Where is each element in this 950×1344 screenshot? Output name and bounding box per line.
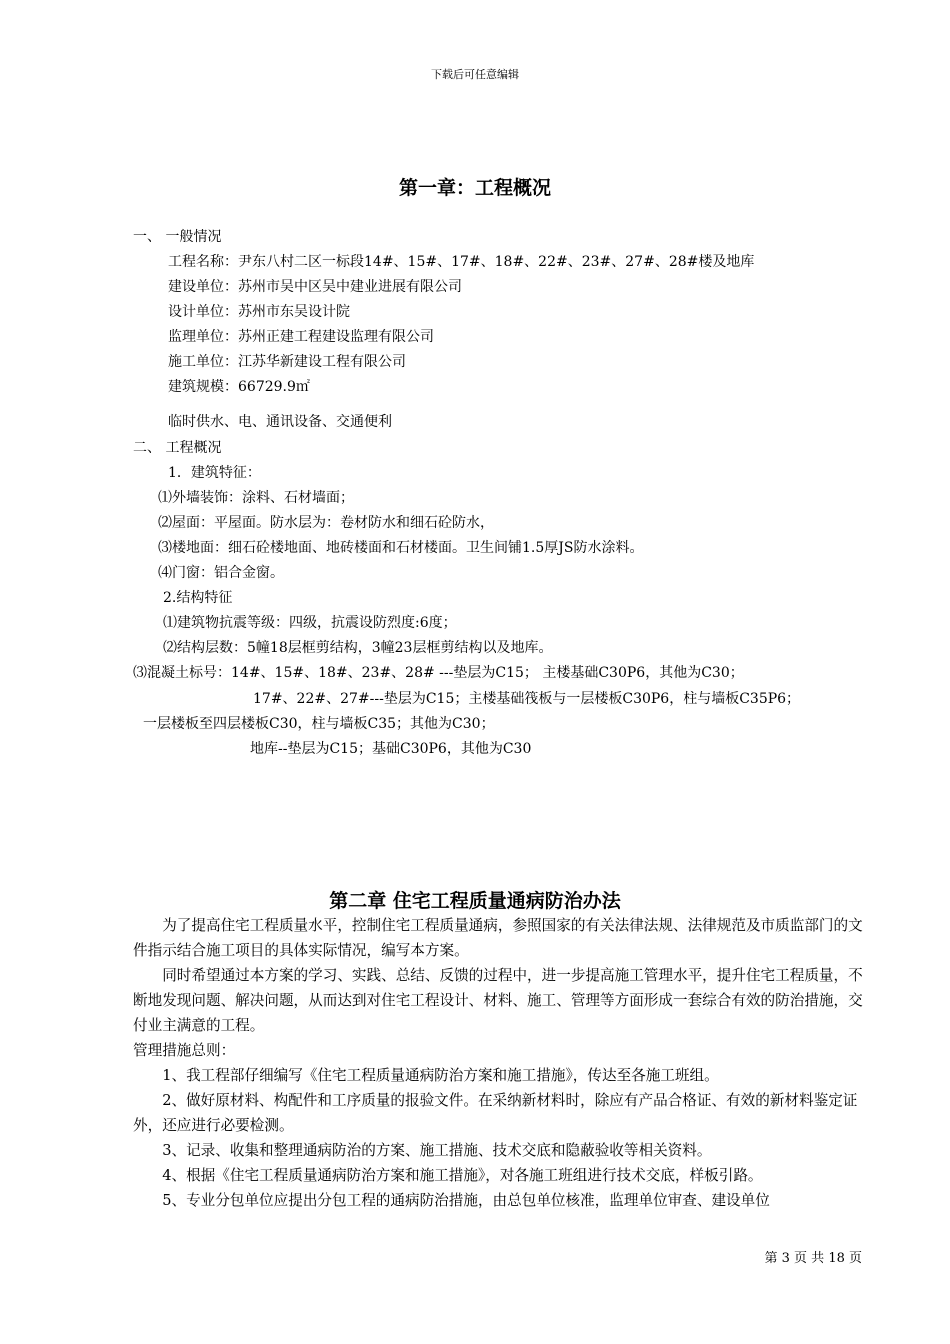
architecture-item: ⑷门窗：铝合金窗。 xyxy=(158,565,284,581)
section1-heading: 一、 一般情况 xyxy=(133,229,222,245)
structure-item: 一层楼板至四层楼板C30，柱与墙板C35；其他为C30； xyxy=(143,716,495,732)
architecture-heading: 1．建筑特征： xyxy=(168,465,261,481)
structure-heading: 2.结构特征 xyxy=(163,590,233,606)
building-scale: 建筑规模：66729.9㎡ xyxy=(168,379,310,395)
architecture-item: ⑵屋面：平屋面。防水层为：卷材防水和细石砼防水， xyxy=(158,515,494,531)
architecture-item: ⑶楼地面：细石砼楼地面、地砖楼面和石材楼面。卫生间铺1.5厚JS防水涂料。 xyxy=(158,540,644,556)
intro-paragraph: 同时希望通过本方案的学习、实践、总结、反馈的过程中，进一步提高施工管理水平，提升住宅工程质量，不断地发现问题、解决问题，从而达到对住宅工程设计、材料、施工、管理等方面形成一套综合有效的防治措施，交付业主满意的工程。 xyxy=(133,967,863,1034)
construction-unit: 施工单位：江苏华新建设工程有限公司 xyxy=(168,354,406,370)
measure-item: 2、做好原材料、构配件和工序质量的报验文件。在采纳新材料时，除应有产品合格证、有效的新材料鉴定证外，还应进行必要检测。 xyxy=(133,1092,858,1134)
project-name: 工程名称：尹东八村二区一标段14#、15#、17#、18#、22#、23#、27#、28#楼及地库 xyxy=(168,254,755,270)
structure-item: ⑴建筑物抗震等级：四级，抗震设防烈度:6度； xyxy=(163,615,457,631)
structure-item: 地库--垫层为C15；基础C30P6，其他为C30 xyxy=(250,741,532,757)
architecture-item: ⑴外墙装饰：涂料、石材墙面； xyxy=(158,490,354,506)
measures-heading: 管理措施总则： xyxy=(133,1042,236,1059)
measure-item: 5、专业分包单位应提出分包工程的通病防治措施，由总包单位核准，监理单位审查、建设单位 xyxy=(162,1192,770,1209)
section2-heading: 二、 工程概况 xyxy=(133,440,222,456)
header-note: 下载后可任意编辑 xyxy=(431,68,519,81)
structure-item: ⑶混凝土标号：14#、15#、18#、23#、28# ---垫层为C15； 主楼基础C30P6，其他为C30； xyxy=(133,665,744,681)
owner-unit: 建设单位：苏州市吴中区吴中建业进展有限公司 xyxy=(168,279,462,295)
measure-item: 4、根据《住宅工程质量通病防治方案和施工措施》，对各施工班组进行技术交底，样板引路。 xyxy=(162,1167,763,1184)
site-utilities: 临时供水、电、通讯设备、交通便利 xyxy=(168,414,392,430)
structure-item: 17#、22#、27#---垫层为C15；主楼基础筏板与一层楼板C30P6，柱与墙板C35P6； xyxy=(253,691,801,707)
chapter1-title: 第一章：工程概况 xyxy=(398,177,551,199)
supervision-unit: 监理单位：苏州正建工程建设监理有限公司 xyxy=(168,329,434,345)
measure-item: 3、记录、收集和整理通病防治的方案、施工措施、技术交底和隐蔽验收等相关资料。 xyxy=(162,1142,712,1159)
measure-item: 1、我工程部仔细编写《住宅工程质量通病防治方案和施工措施》，传达至各施工班组。 xyxy=(162,1067,719,1084)
structure-item: ⑵结构层数：5幢18层框剪结构，3幢23层框剪结构以及地库。 xyxy=(163,640,553,656)
design-unit: 设计单位：苏州市东吴设计院 xyxy=(168,304,350,320)
page-number: 第 3 页 共 18 页 xyxy=(764,1251,862,1266)
chapter2-title: 第二章 住宅工程质量通病防治办法 xyxy=(329,890,621,912)
intro-paragraph: 为了提高住宅工程质量水平，控制住宅工程质量通病，参照国家的有关法律法规、法律规范及市质监部门的文件指示结合施工项目的具体实际情况，编写本方案。 xyxy=(133,917,863,959)
